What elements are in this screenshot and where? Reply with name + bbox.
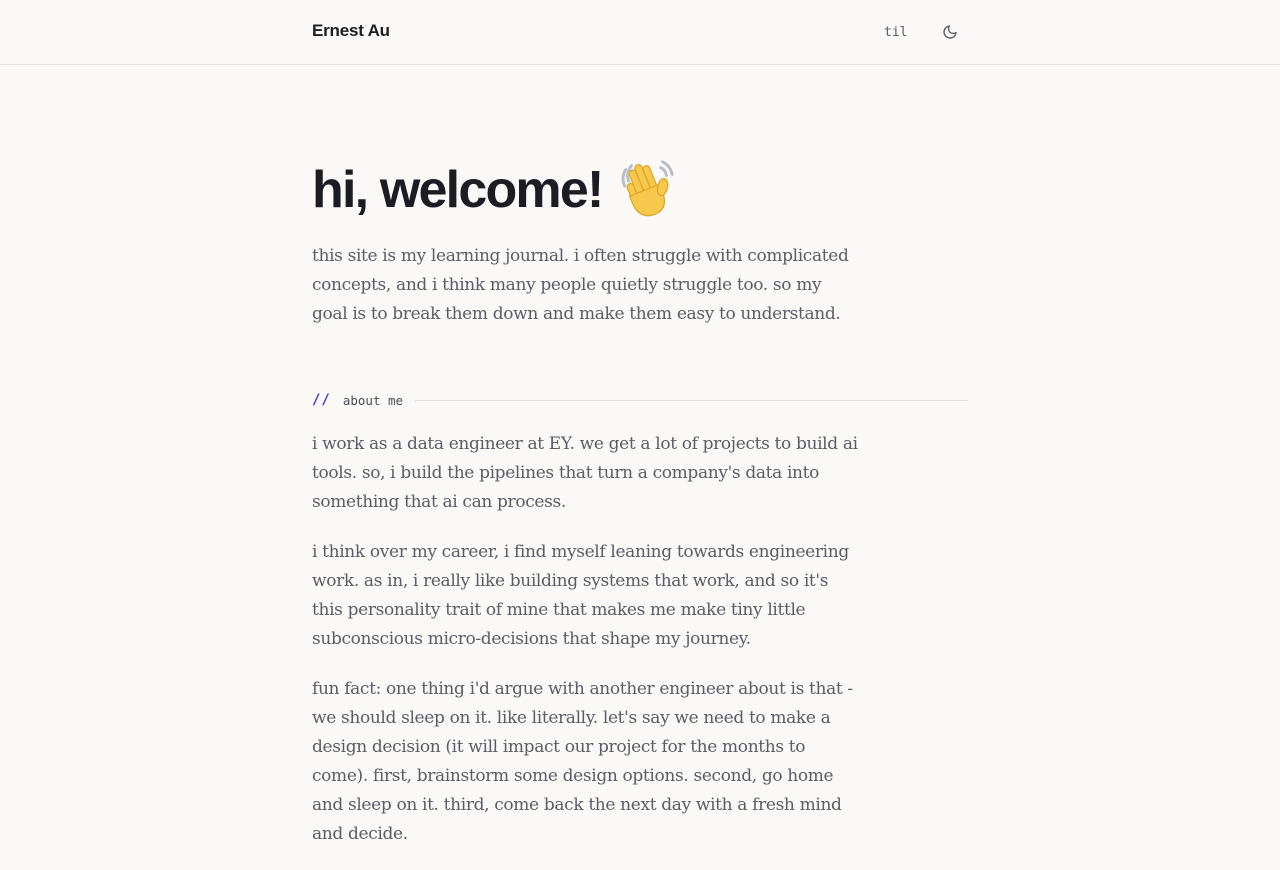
about-section-label: about me — [342, 392, 404, 408]
about-section-header — [312, 388, 968, 412]
top-navbar — [0, 0, 1280, 65]
theme-toggle-button[interactable] — [938, 20, 962, 44]
about-paragraph-3: fun fact: one thing i'd argue with another engineer about is that - we should sleep on it. like literally. let's say we need to make a design decision (it will impact our project for the months to come). first, brainstorm some design options. second, go home and sleep on it. third, come back the next day with a fresh mind and decide. — [312, 679, 853, 844]
nav-link-til[interactable]: til — [884, 25, 908, 40]
waving-hand-icon — [616, 156, 678, 235]
about-paragraph-2: i think over my career, i find myself leaning towards engineering work. as in, i really like building systems that work, and so it's this personality trait of mine that makes me make tiny little subconscious micro-decisions that shape my journey. — [312, 542, 849, 649]
section-divider — [415, 400, 968, 401]
section-prefix: // — [312, 392, 331, 408]
page-title-text: hi, welcome! — [312, 161, 603, 219]
page-title — [312, 156, 678, 235]
site-brand-link[interactable]: Ernest Au — [312, 21, 390, 40]
about-section — [312, 430, 860, 870]
intro-paragraph: this site is my learning journal. i often struggle with complicated concepts, and i think many people quietly struggle too. so my goal is to break them down and make them easy to understand. — [312, 246, 849, 324]
moon-icon — [942, 24, 958, 40]
about-paragraph-1: i work as a data engineer at EY. we get a lot of projects to build ai tools. so, i build the pipelines that turn a company's data into something that ai can process. — [312, 434, 858, 512]
